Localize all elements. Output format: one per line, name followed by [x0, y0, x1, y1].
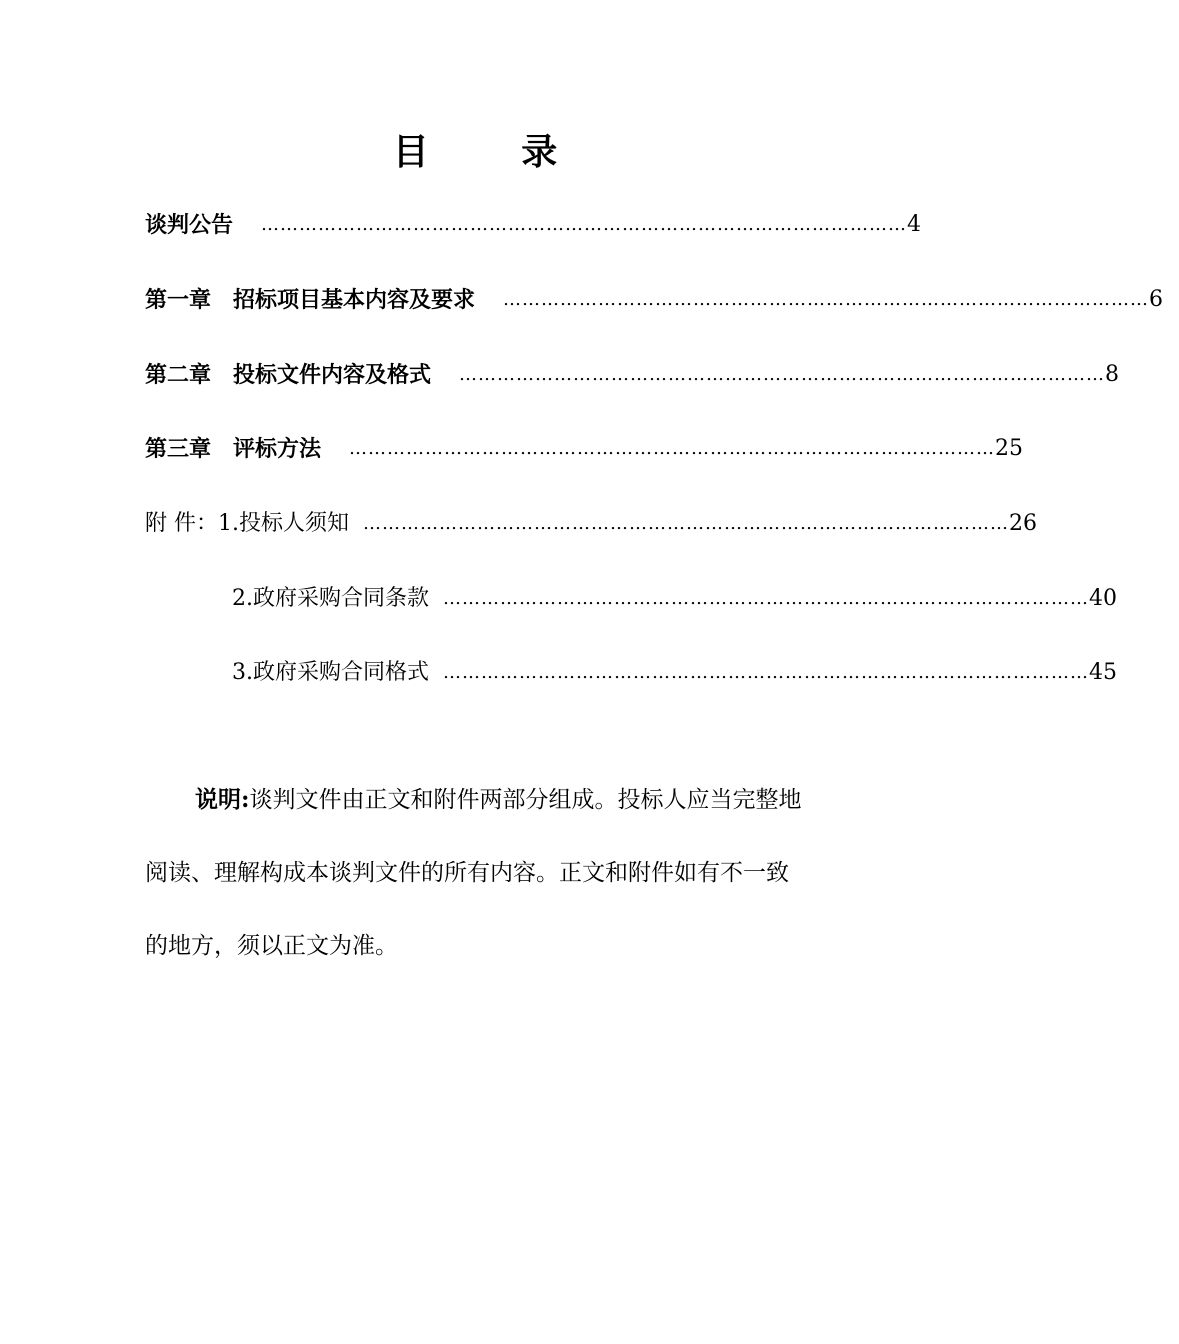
toc-leader-dots: …………………………………………………………………………………………	[503, 289, 1150, 310]
toc-page-number: 40	[1089, 586, 1117, 611]
page-title: 目 录	[392, 131, 598, 173]
toc-entry-attachment-3[interactable]	[232, 656, 1117, 690]
toc-entry-label: 3.政府采购合同格式	[232, 660, 429, 685]
toc-leader-dots: …………………………………………………………………………………………	[362, 513, 1009, 534]
toc-entry-label: 第三章 评标方法	[145, 436, 322, 462]
toc-page-number: 8	[1105, 362, 1120, 387]
toc-entry-label: 谈判公告	[145, 212, 234, 238]
explanation-text: 谈判文件由正文和附件两部分组成。投标人应当完整地阅读、理解构成本谈判文件的所有内容。正文和附件如有不一致的地方，须以正文为准。	[145, 787, 802, 959]
toc-entry-attachment-2[interactable]	[232, 582, 1117, 616]
toc-leader-dots: …………………………………………………………………………………………	[443, 588, 1089, 609]
explanation-paragraph	[145, 763, 810, 983]
toc-entry-label: 附 件：1.投标人须知	[145, 511, 349, 536]
toc-page-number: 4	[907, 212, 922, 237]
explanation-lead: 说明:	[195, 786, 250, 813]
toc-page-number: 6	[1149, 287, 1164, 312]
toc-leader-dots: …………………………………………………………………………………………	[349, 438, 996, 459]
toc-entry-chapter-1[interactable]	[145, 283, 1164, 317]
toc-entry-announcement[interactable]	[145, 208, 922, 242]
toc-leader-dots: …………………………………………………………………………………………	[261, 214, 908, 235]
toc-entry-label: 2.政府采购合同条款	[232, 586, 429, 611]
toc-page-number: 25	[995, 436, 1024, 461]
toc-entry-chapter-3[interactable]	[145, 432, 1024, 466]
toc-entry-label: 第二章 投标文件内容及格式	[145, 362, 432, 388]
toc-leader-dots: …………………………………………………………………………………………	[443, 662, 1089, 683]
toc-entry-chapter-2[interactable]	[145, 358, 1120, 392]
toc-page-number: 26	[1008, 511, 1037, 536]
toc-page-number: 45	[1089, 660, 1117, 685]
toc-leader-dots: …………………………………………………………………………………………	[459, 364, 1106, 385]
toc-entry-attachment-1[interactable]	[145, 507, 1037, 541]
toc-entry-label: 第一章 招标项目基本内容及要求	[145, 287, 476, 313]
